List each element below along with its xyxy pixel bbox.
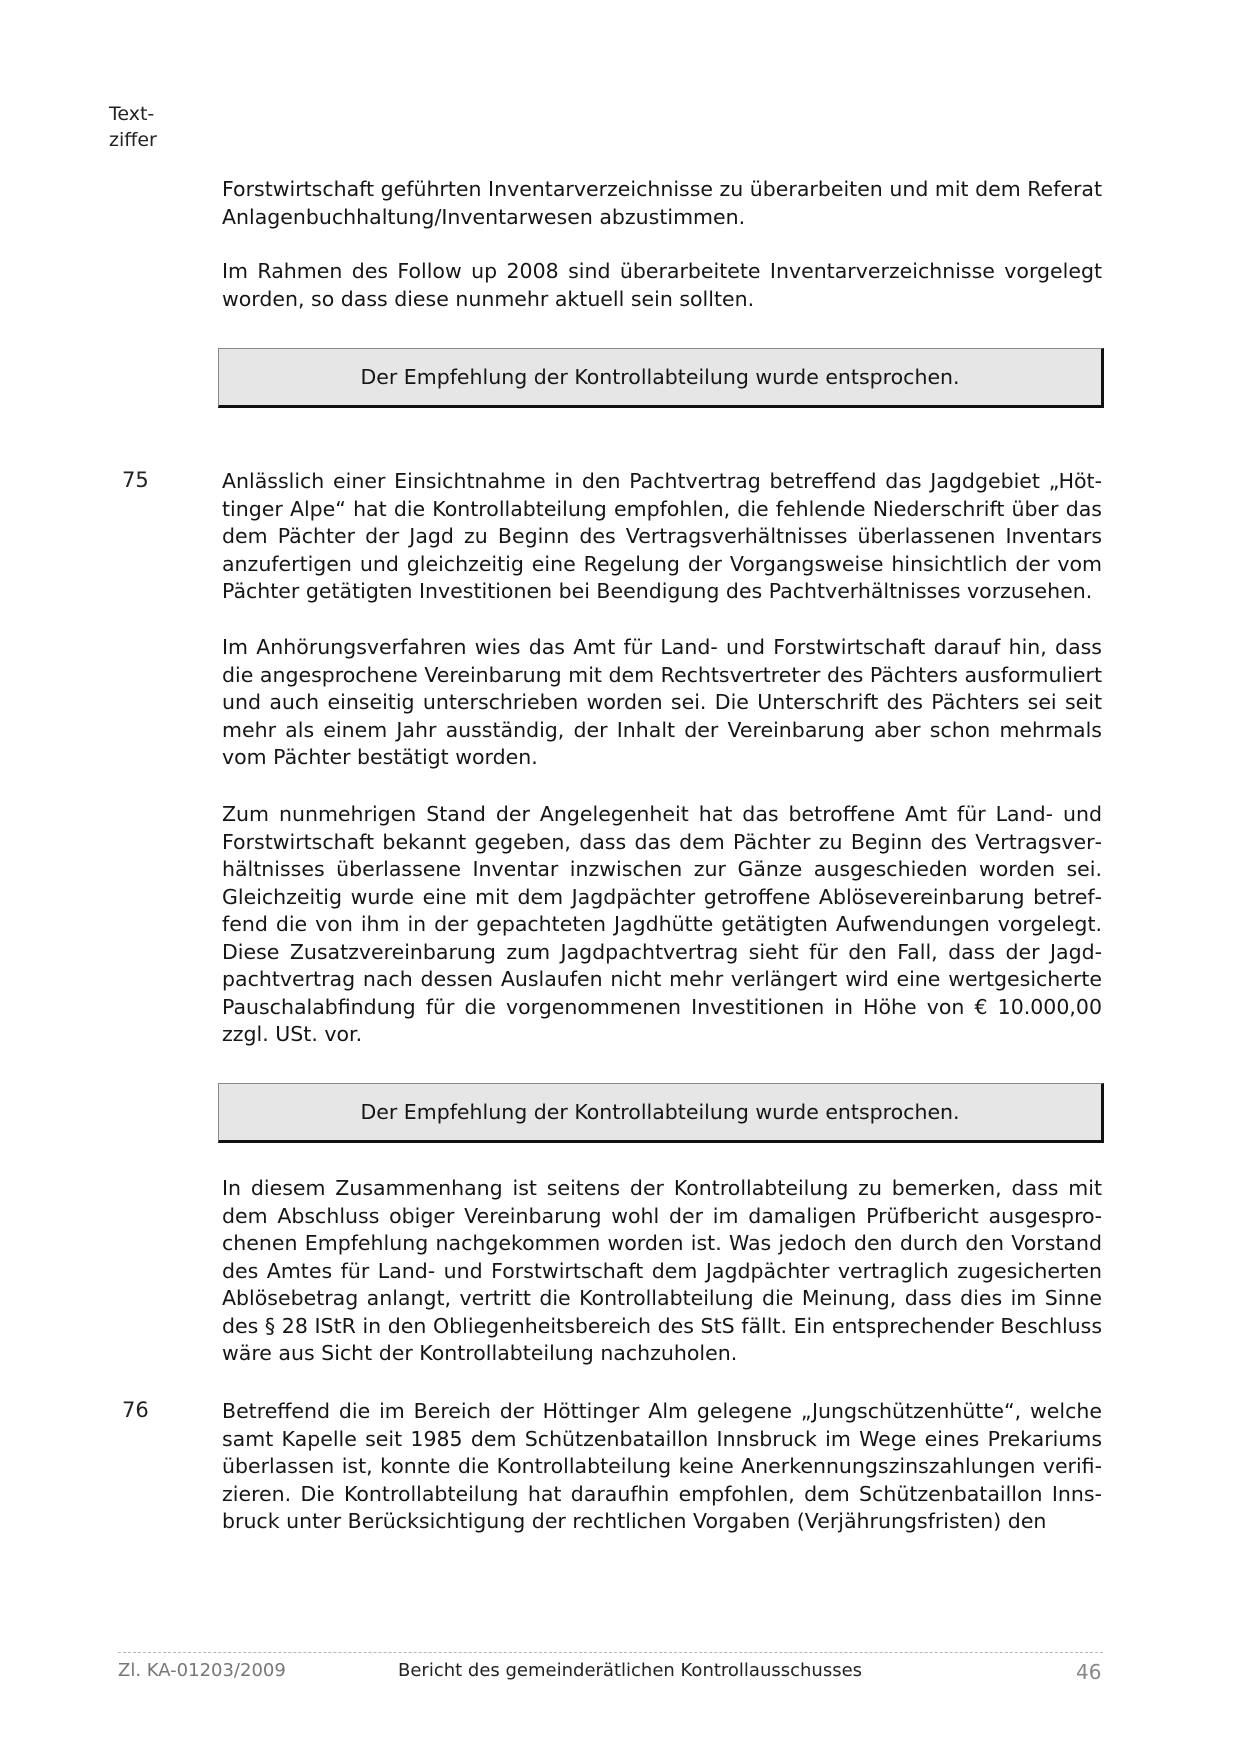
recommendation-status-box-1 [218, 348, 1104, 408]
text-number-76: 76 [122, 1398, 149, 1422]
paragraph-hunting-lease: Anlässlich einer Einsichtnahme in den Pachtvertrag betreffend das Jagdgebiet „Höttinger Alpe“ hat die Kontrollabteilung empfohlen, die fehlende Niederschrift über das dem Pächter der Jagd zu Beginn des Vertragsverhältnisses überlassenen Inventars anzufertigen und gleichzeitig eine Regelung der Vorgangsweise hinsichtlich der vom Pächter getätigten Investitionen bei Beendigung des Pachtverhältnisses vorzusehen. [222, 469, 1102, 603]
footer-reference: Zl. KA-01203/2009 [118, 1660, 286, 1681]
recommendation-status-text-2: Der Empfehlung der Kontrollabteilung wurde entsprochen. [360, 1100, 960, 1124]
margin-label-line2: ziffer [109, 129, 157, 151]
footer-page-number: 46 [1076, 1660, 1102, 1684]
paragraph-control-remark: In diesem Zusammenhang ist seitens der Kontrollabteilung zu bemerken, dass mit dem Abschluss obiger Vereinbarung wohl der im damaligen Prüfbericht ausgesprochenen Empfehlung nachgekommen worden ist. Was jedoch den durch den Vorstand des Amtes für Land- und Forstwirtschaft dem Jagdpächter vertraglich zugesicherten Ablösebetrag anlangt, vertritt die Kontrollabteilung die Meinung, dass dies im Sinne des § 28 IStR in den Obliegenheitsbereich des StS fällt. Ein entsprechender Beschluss wäre aus Sicht der Kontrollabteilung nachzuholen. [222, 1176, 1102, 1365]
paragraph-inventory-revision: Forstwirtschaft geführten Inventarverzeichnisse zu überarbeiten und mit dem Referat Anlagenbuchhaltung/Inventarwesen abzustimmen. [222, 177, 1102, 229]
recommendation-status-text-1: Der Empfehlung der Kontrollabteilung wurde entsprochen. [360, 365, 960, 389]
footer-report-title: Bericht des gemeinderätlichen Kontrollausschusses [398, 1660, 863, 1681]
recommendation-status-box-2 [218, 1083, 1104, 1143]
text-number-75: 75 [122, 468, 149, 492]
paragraph-current-status: Zum nunmehrigen Stand der Angelegenheit hat das betroffene Amt für Land- und Forstwirtschaft bekannt gegeben, dass das dem Pächter zu Beginn des Vertragsverhältnisses überlassene Inventar inzwischen zur Gänze ausgeschieden worden sei. Gleichzeitig wurde eine mit dem Jagdpächter getroffene Ablösevereinbarung betreffend die von ihm in der gepachteten Jagdhütte getätigten Aufwendungen vorgelegt. Diese Zusatzvereinbarung zum Jagdpachtvertrag sieht für den Fall, dass der Jagdpachtvertrag nach dessen Auslaufen nicht mehr verlängert wird eine wertgesicherte Pauschalabfindung für die vorgenommenen Investitionen in Höhe von € 10.000,00 zzgl. USt. vor. [222, 802, 1102, 1046]
footer-divider [118, 1652, 1103, 1653]
margin-label-textziffer [109, 101, 157, 153]
paragraph-hearing-procedure: Im Anhörungsverfahren wies das Amt für Land- und Forstwirtschaft darauf hin, dass die angesprochene Vereinbarung mit dem Rechtsvertreter des Pächters ausformuliert und auch einseitig unterschrieben worden sei. Die Unterschrift des Pächters sei seit mehr als einem Jahr ausständig, der Inhalt der Vereinbarung aber schon mehrmals vom Pächter bestätigt worden. [222, 635, 1102, 769]
paragraph-follow-up-2008: Im Rahmen des Follow up 2008 sind überarbeitete Inventarverzeichnisse vorgelegt worden, so dass diese nunmehr aktuell sein sollten. [222, 259, 1102, 311]
margin-label-line1: Text- [109, 103, 155, 125]
paragraph-jungschuetzenhuette: Betreffend die im Bereich der Höttinger Alm gelegene „Jungschützenhütte“, welche samt Kapelle seit 1985 dem Schützenbataillon Innsbruck im Wege eines Prekariums überlassen ist, konnte die Kontrollabteilung keine Anerkennungszinszahlungen verifizieren. Die Kontrollabteilung hat daraufhin empfohlen, dem Schützenbataillon Innsbruck unter Berücksichtigung der rechtlichen Vorgaben (Verjährungsfristen) den [222, 1399, 1102, 1533]
